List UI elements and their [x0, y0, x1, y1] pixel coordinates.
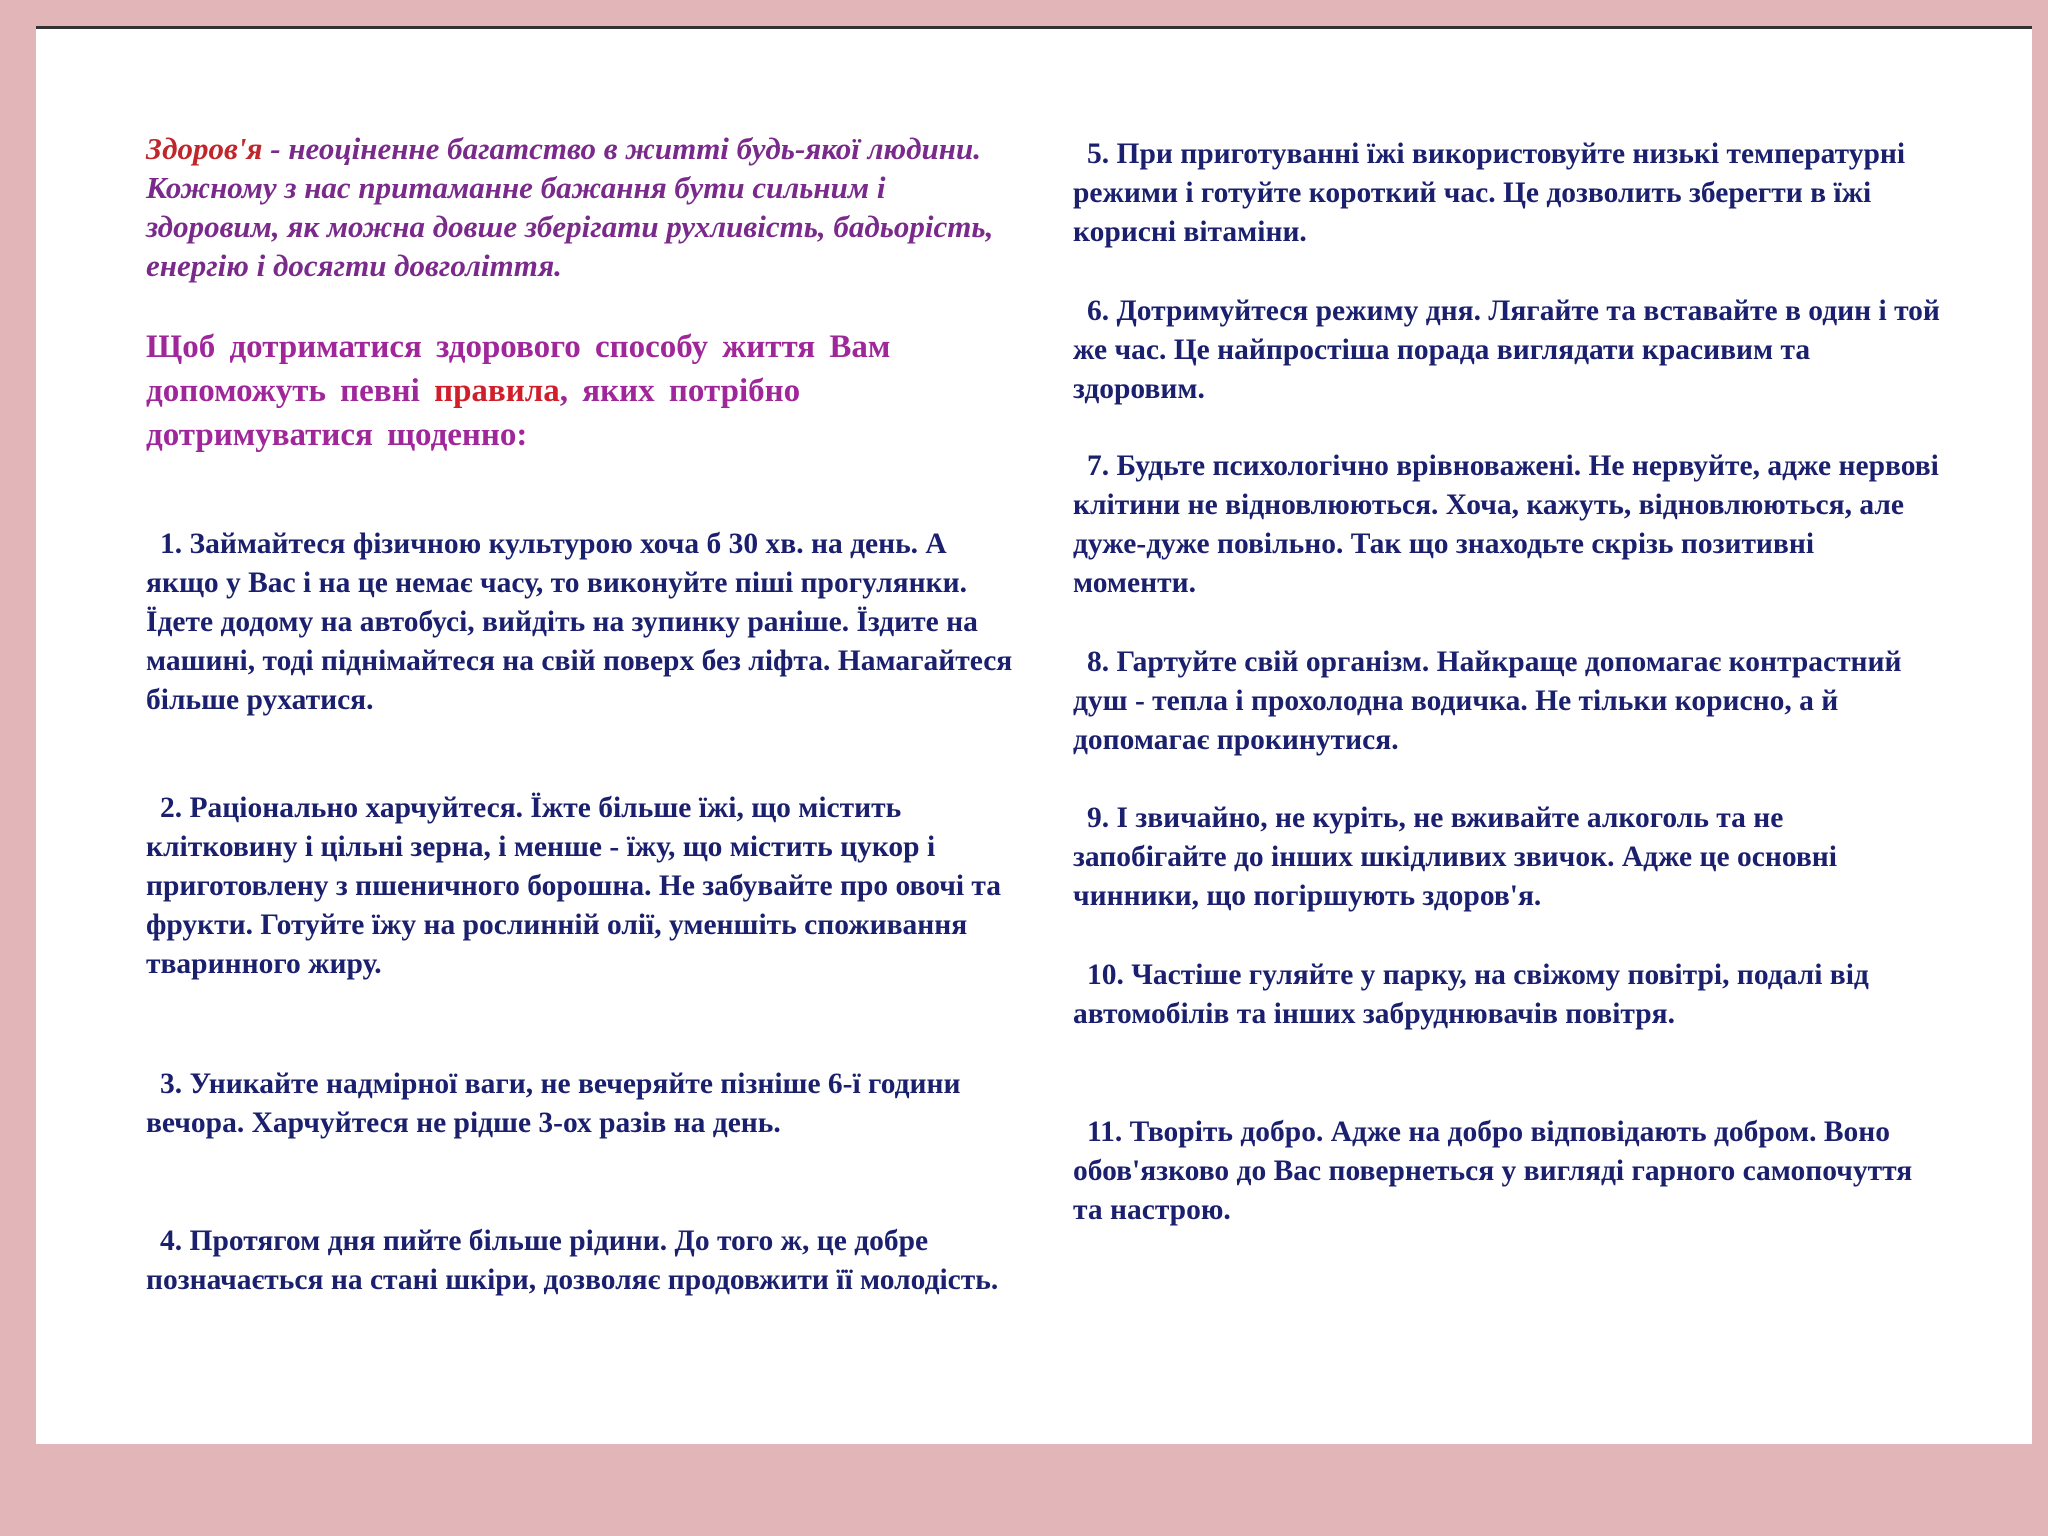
rule-number: 5.: [1087, 138, 1110, 170]
rule-11: [1073, 1113, 1943, 1230]
rule-text: Протягом дня пийте більше рідини. До того ж, це добре позначається на стані шкіри, дозволяє продовжити її молодість.: [146, 1225, 999, 1296]
rule-8: [1073, 643, 1943, 760]
rule-2: [146, 789, 1016, 984]
rule-number: 3.: [160, 1068, 183, 1100]
lead-highlight: правила: [434, 373, 560, 409]
rule-text: Раціонально харчуйтеся. Їжте більше їжі, що містить клітковину і цільні зерна, і менше - їжу, що містить цукор і приготовлену з пшеничного борошна. Не забувайте про овочі та фрукти. Готуйте їжу на рослинній олії, уменшіть споживання тваринного жиру.: [146, 792, 1002, 980]
rule-10: [1073, 956, 1943, 1034]
rule-text: Уникайте надмірної ваги, не вечеряйте пізніше 6-ї години вечора. Харчуйтеся не рідше 3-ох разів на день.: [146, 1068, 961, 1139]
rule-3: [146, 1065, 1016, 1143]
rule-text: Частіше гуляйте у парку, на свіжому повітрі, подалі від автомобілів та інших забруднювачів повітря.: [1073, 959, 1869, 1030]
rule-number: 7.: [1087, 450, 1110, 482]
rule-number: 11.: [1087, 1116, 1123, 1148]
document-page: [36, 26, 2032, 1444]
intro-paragraph: [146, 129, 1026, 285]
lead-paragraph: [146, 325, 1026, 457]
rule-number: 2.: [160, 792, 183, 824]
rule-9: [1073, 799, 1943, 916]
rule-number: 10.: [1087, 959, 1124, 991]
rule-number: 1.: [160, 528, 183, 560]
rule-6: [1073, 292, 1943, 409]
lead-text-after: , яких потрібно дотримуватися щоденно:: [146, 373, 801, 453]
rule-4: [146, 1222, 1016, 1300]
rule-text: Гартуйте свій організм. Найкраще допомагає контрастний душ - тепла і прохолодна водичка. Не тільки корисно, а й допомагає прокинутися.: [1073, 646, 1902, 756]
rule-1: [146, 525, 1016, 720]
rule-text: Дотримуйтеся режиму дня. Лягайте та вставайте в один і той же час. Це найпростіша порада виглядати красивим та здоровим.: [1073, 295, 1940, 405]
rule-7: [1073, 447, 1943, 603]
intro-text: - неоціненне багатство в житті будь-якої людини. Кожному з нас притаманне бажання бути сильним і здоровим, як можна довше зберігати рухливість, бадьорість, енергію і досягти довголіття.: [146, 131, 994, 283]
rule-text: Творіть добро. Адже на добро відповідають добром. Воно обов'язково до Вас повернеться у вигляді гарного самопочуття та настрою.: [1073, 1116, 1913, 1226]
rule-number: 6.: [1087, 295, 1110, 327]
rule-number: 4.: [160, 1225, 183, 1257]
intro-highlight: Здоров'я: [146, 131, 263, 166]
rule-text: Займайтеся фізичною культурою хоча б 30 хв. на день. А якщо у Вас і на це немає часу, то виконуйте піші прогулянки. Їдете додому на автобусі, вийдіть на зупинку раніше. Їздите на машині, тоді піднімайтеся на свій поверх без ліфта. Намагайтеся більше рухатися.: [146, 528, 1013, 716]
rule-number: 8.: [1087, 646, 1110, 678]
rule-text: При приготуванні їжі використовуйте низькі температурні режими і готуйте короткий час. Це дозволить зберегти в їжі корисні вітаміни.: [1073, 138, 1906, 248]
rule-5: [1073, 135, 1943, 252]
rule-text: І звичайно, не куріть, не вживайте алкоголь та не запобігайте до інших шкідливих звичок. Адже це основні чинники, що погіршують здоров'я.: [1073, 802, 1837, 912]
rule-text: Будьте психологічно врівноважені. Не нервуйте, адже нервові клітини не відновлюються. Хоча, кажуть, відновлюються, але дуже-дуже повільно. Так що знаходьте скрізь позитивні моменти.: [1073, 450, 1939, 599]
lead-text-before: Щоб дотриматися здорового способу життя Вам допоможуть певні: [146, 329, 891, 409]
rule-number: 9.: [1087, 802, 1110, 834]
